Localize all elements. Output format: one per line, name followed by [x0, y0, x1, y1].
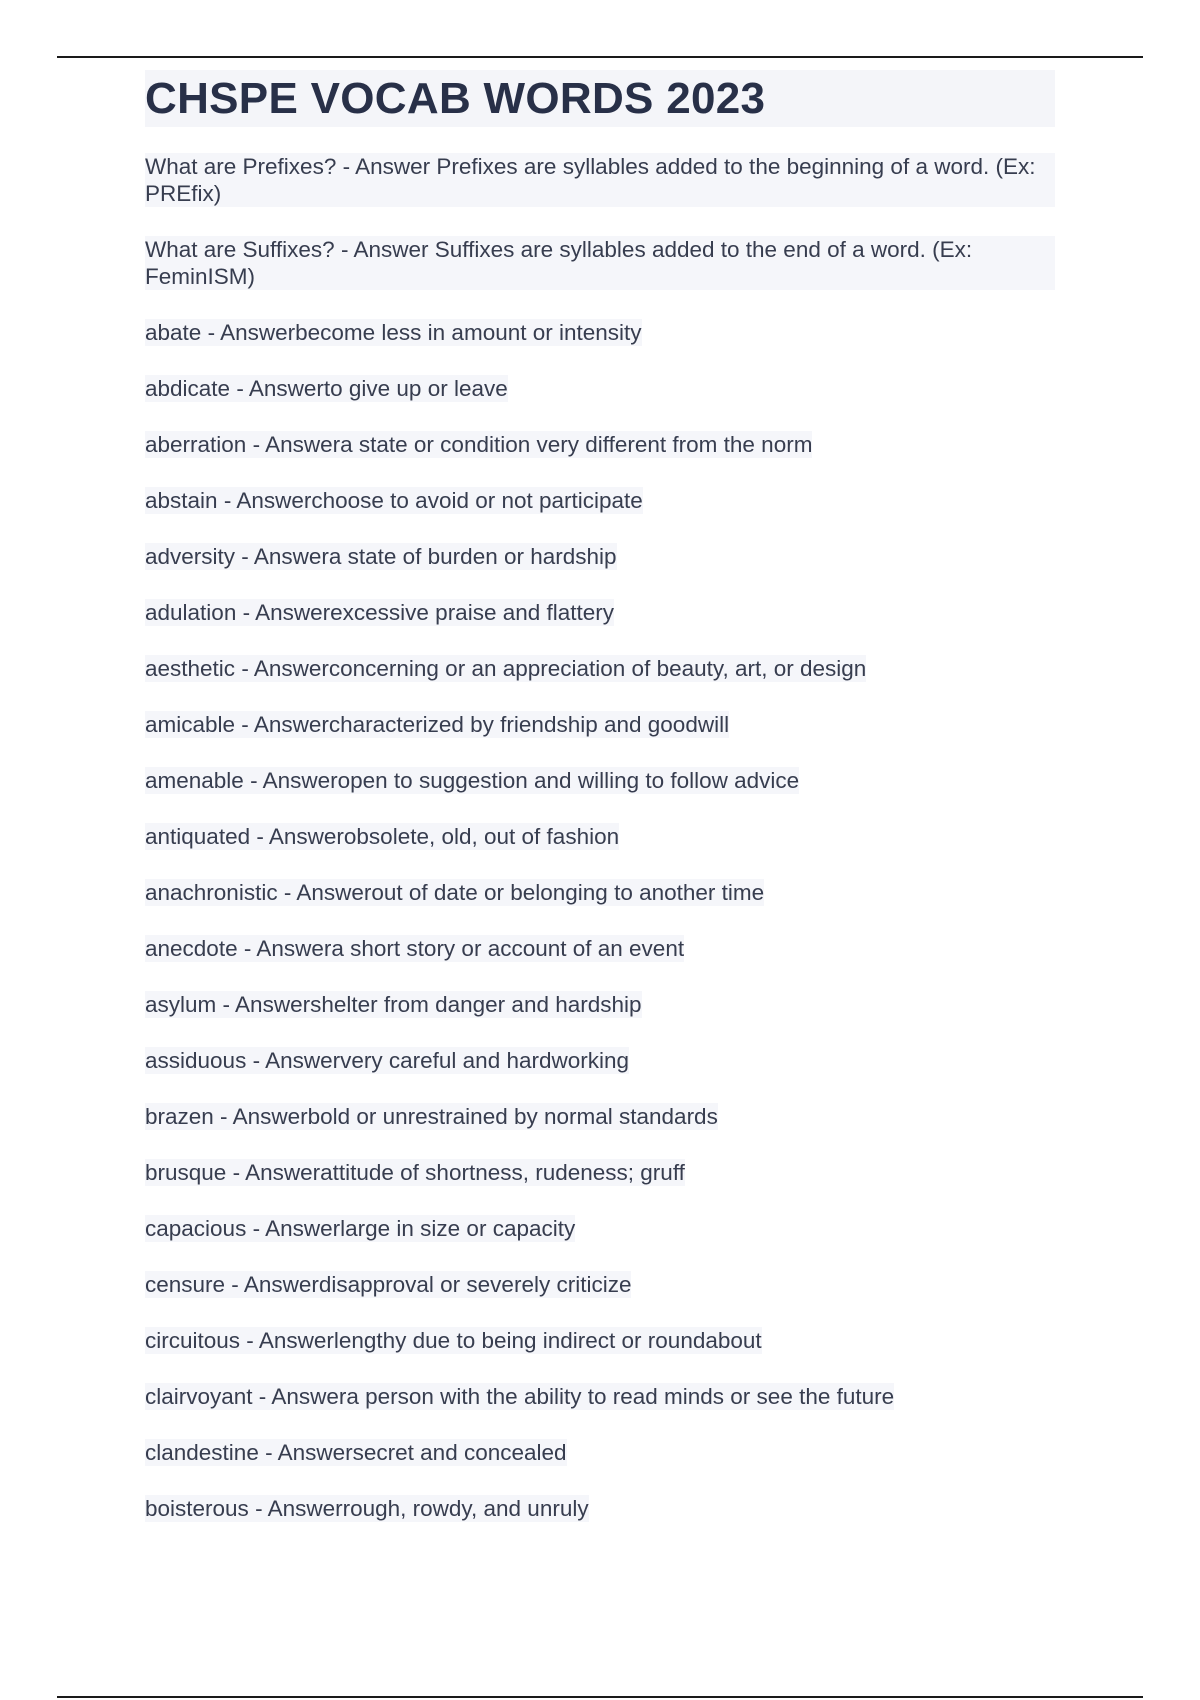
vocab-entry	[145, 1439, 567, 1466]
separator: -	[216, 992, 236, 1017]
vocab-term: abate	[145, 320, 202, 345]
answer-label: Answer	[248, 376, 324, 401]
answer-label: Answer	[262, 768, 338, 793]
vocab-term: censure	[145, 1272, 226, 1297]
answer-label: Answer	[265, 432, 341, 457]
answer-label: Answer	[355, 154, 431, 179]
vocab-definition: shelter from danger and hardship	[310, 992, 642, 1017]
vocab-term: clairvoyant	[145, 1384, 253, 1409]
vocab-definition: a person with the ability to read minds or see the future	[346, 1384, 895, 1409]
bottom-rule	[57, 1696, 1143, 1698]
separator: -	[236, 600, 256, 625]
answer-label: Answer	[268, 824, 344, 849]
answer-label: Answer	[236, 488, 312, 513]
vocab-entry	[145, 1159, 685, 1186]
vocab-term: antiquated	[145, 824, 251, 849]
document-content	[145, 70, 1055, 1551]
separator: -	[230, 376, 249, 401]
vocab-entry	[145, 767, 799, 794]
vocab-entry	[145, 1495, 589, 1522]
vocab-entry	[145, 879, 764, 906]
vocab-entry	[145, 711, 729, 738]
answer-label: Answer	[353, 237, 429, 262]
vocab-term: circuitous	[145, 1328, 241, 1353]
vocab-term: amicable	[145, 712, 236, 737]
answer-label: Answer	[253, 544, 329, 569]
vocab-definition: characterized by friendship and goodwill	[328, 712, 730, 737]
separator: -	[237, 936, 257, 961]
answer-label: Answer	[220, 320, 296, 345]
answer-label: Answer	[255, 600, 331, 625]
answer-label: Answer	[296, 880, 372, 905]
vocab-term: adversity	[145, 544, 236, 569]
vocab-entry	[145, 319, 642, 346]
vocab-term: aberration	[145, 432, 247, 457]
vocab-term: asylum	[145, 992, 217, 1017]
vocab-definition: obsolete, old, out of fashion	[343, 824, 620, 849]
separator: -	[277, 880, 297, 905]
separator: -	[243, 768, 263, 793]
separator: -	[246, 432, 266, 457]
separator: -	[252, 1384, 272, 1409]
vocab-entry	[145, 655, 866, 682]
vocab-definition: Prefixes are syllables added to the beginning of a word. (Ex: PREfix)	[145, 154, 1036, 206]
answer-label: Answer	[267, 1496, 343, 1521]
separator: -	[336, 154, 356, 179]
vocab-term: abdicate	[145, 376, 231, 401]
separator: -	[226, 1160, 246, 1185]
vocab-definition: concerning or an appreciation of beauty, art, or design	[328, 656, 867, 681]
vocab-term: abstain	[145, 488, 218, 513]
separator: -	[235, 544, 254, 569]
vocab-entry	[145, 431, 812, 458]
separator: -	[258, 1440, 278, 1465]
vocab-definition: rough, rowdy, and unruly	[342, 1496, 589, 1521]
vocab-definition: Suffixes are syllables added to the end of a word. (Ex: FeminISM)	[145, 237, 973, 289]
vocab-term: assiduous	[145, 1048, 247, 1073]
vocab-definition: a state of burden or hardship	[328, 544, 617, 569]
separator: -	[240, 1328, 259, 1353]
vocab-definition: open to suggestion and willing to follow advice	[337, 768, 800, 793]
vocab-term: adulation	[145, 600, 237, 625]
vocab-term: aesthetic	[145, 656, 236, 681]
top-rule	[57, 56, 1143, 58]
vocab-definition: disapproval or severely criticize	[318, 1272, 632, 1297]
answer-label: Answer	[253, 656, 329, 681]
answer-label: Answer	[232, 1104, 308, 1129]
separator: -	[235, 712, 254, 737]
vocab-entry	[145, 1271, 631, 1298]
vocab-term: What are Prefixes?	[145, 154, 337, 179]
separator: -	[334, 237, 354, 262]
separator: -	[225, 1272, 244, 1297]
vocab-entry	[145, 487, 643, 514]
vocab-definition: attitude of shortness, rudeness; gruff	[320, 1160, 685, 1185]
vocab-entry	[145, 375, 508, 402]
answer-label: Answer	[265, 1216, 341, 1241]
answer-label: Answer	[256, 936, 332, 961]
vocab-entry	[145, 543, 617, 570]
answer-label: Answer	[243, 1272, 319, 1297]
vocab-term: anecdote	[145, 936, 238, 961]
vocab-term: brusque	[145, 1160, 227, 1185]
vocab-term: brazen	[145, 1104, 214, 1129]
vocab-term: amenable	[145, 768, 244, 793]
answer-label: Answer	[271, 1384, 347, 1409]
vocab-definition: excessive praise and flattery	[330, 600, 615, 625]
answer-label: Answer	[245, 1160, 321, 1185]
separator: -	[246, 1216, 266, 1241]
vocab-entry	[145, 599, 614, 626]
answer-label: Answer	[253, 712, 329, 737]
separator: -	[235, 656, 254, 681]
vocab-definition: a short story or account of an event	[331, 936, 685, 961]
vocab-definition: to give up or leave	[323, 376, 508, 401]
vocab-term: boisterous	[145, 1496, 249, 1521]
vocab-entry	[145, 935, 684, 962]
vocab-entry	[145, 1383, 894, 1410]
answer-label: Answer	[265, 1048, 341, 1073]
separator: -	[248, 1496, 268, 1521]
vocab-definition: large in size or capacity	[340, 1216, 576, 1241]
vocab-definition: very careful and hardworking	[340, 1048, 630, 1073]
vocab-entry	[145, 1327, 762, 1354]
vocab-term: What are Suffixes?	[145, 237, 335, 262]
page-title: CHSPE VOCAB WORDS 2023	[145, 73, 766, 123]
vocab-entry	[145, 236, 1055, 290]
vocab-term: capacious	[145, 1216, 247, 1241]
separator: -	[250, 824, 269, 849]
separator: -	[201, 320, 221, 345]
title-band	[145, 70, 1055, 127]
vocab-definition: a state or condition very different from the norm	[340, 432, 813, 457]
separator: -	[213, 1104, 233, 1129]
vocab-definition: bold or unrestrained by normal standards	[307, 1104, 718, 1129]
vocab-definition: lengthy due to being indirect or roundabout	[333, 1328, 762, 1353]
vocab-entry	[145, 1215, 575, 1242]
vocab-entry	[145, 153, 1055, 207]
vocab-definition: choose to avoid or not participate	[311, 488, 643, 513]
answer-label: Answer	[277, 1440, 353, 1465]
vocab-entry	[145, 823, 619, 850]
vocab-term: anachronistic	[145, 880, 278, 905]
vocab-term: clandestine	[145, 1440, 259, 1465]
answer-label: Answer	[235, 992, 311, 1017]
vocab-entry	[145, 991, 642, 1018]
separator: -	[217, 488, 237, 513]
answer-label: Answer	[258, 1328, 334, 1353]
vocab-definition: out of date or belonging to another time	[371, 880, 765, 905]
vocab-definition: secret and concealed	[352, 1440, 567, 1465]
vocab-entry	[145, 1103, 718, 1130]
separator: -	[246, 1048, 266, 1073]
vocab-list	[145, 153, 1055, 1522]
vocab-entry	[145, 1047, 629, 1074]
vocab-definition: become less in amount or intensity	[295, 320, 642, 345]
